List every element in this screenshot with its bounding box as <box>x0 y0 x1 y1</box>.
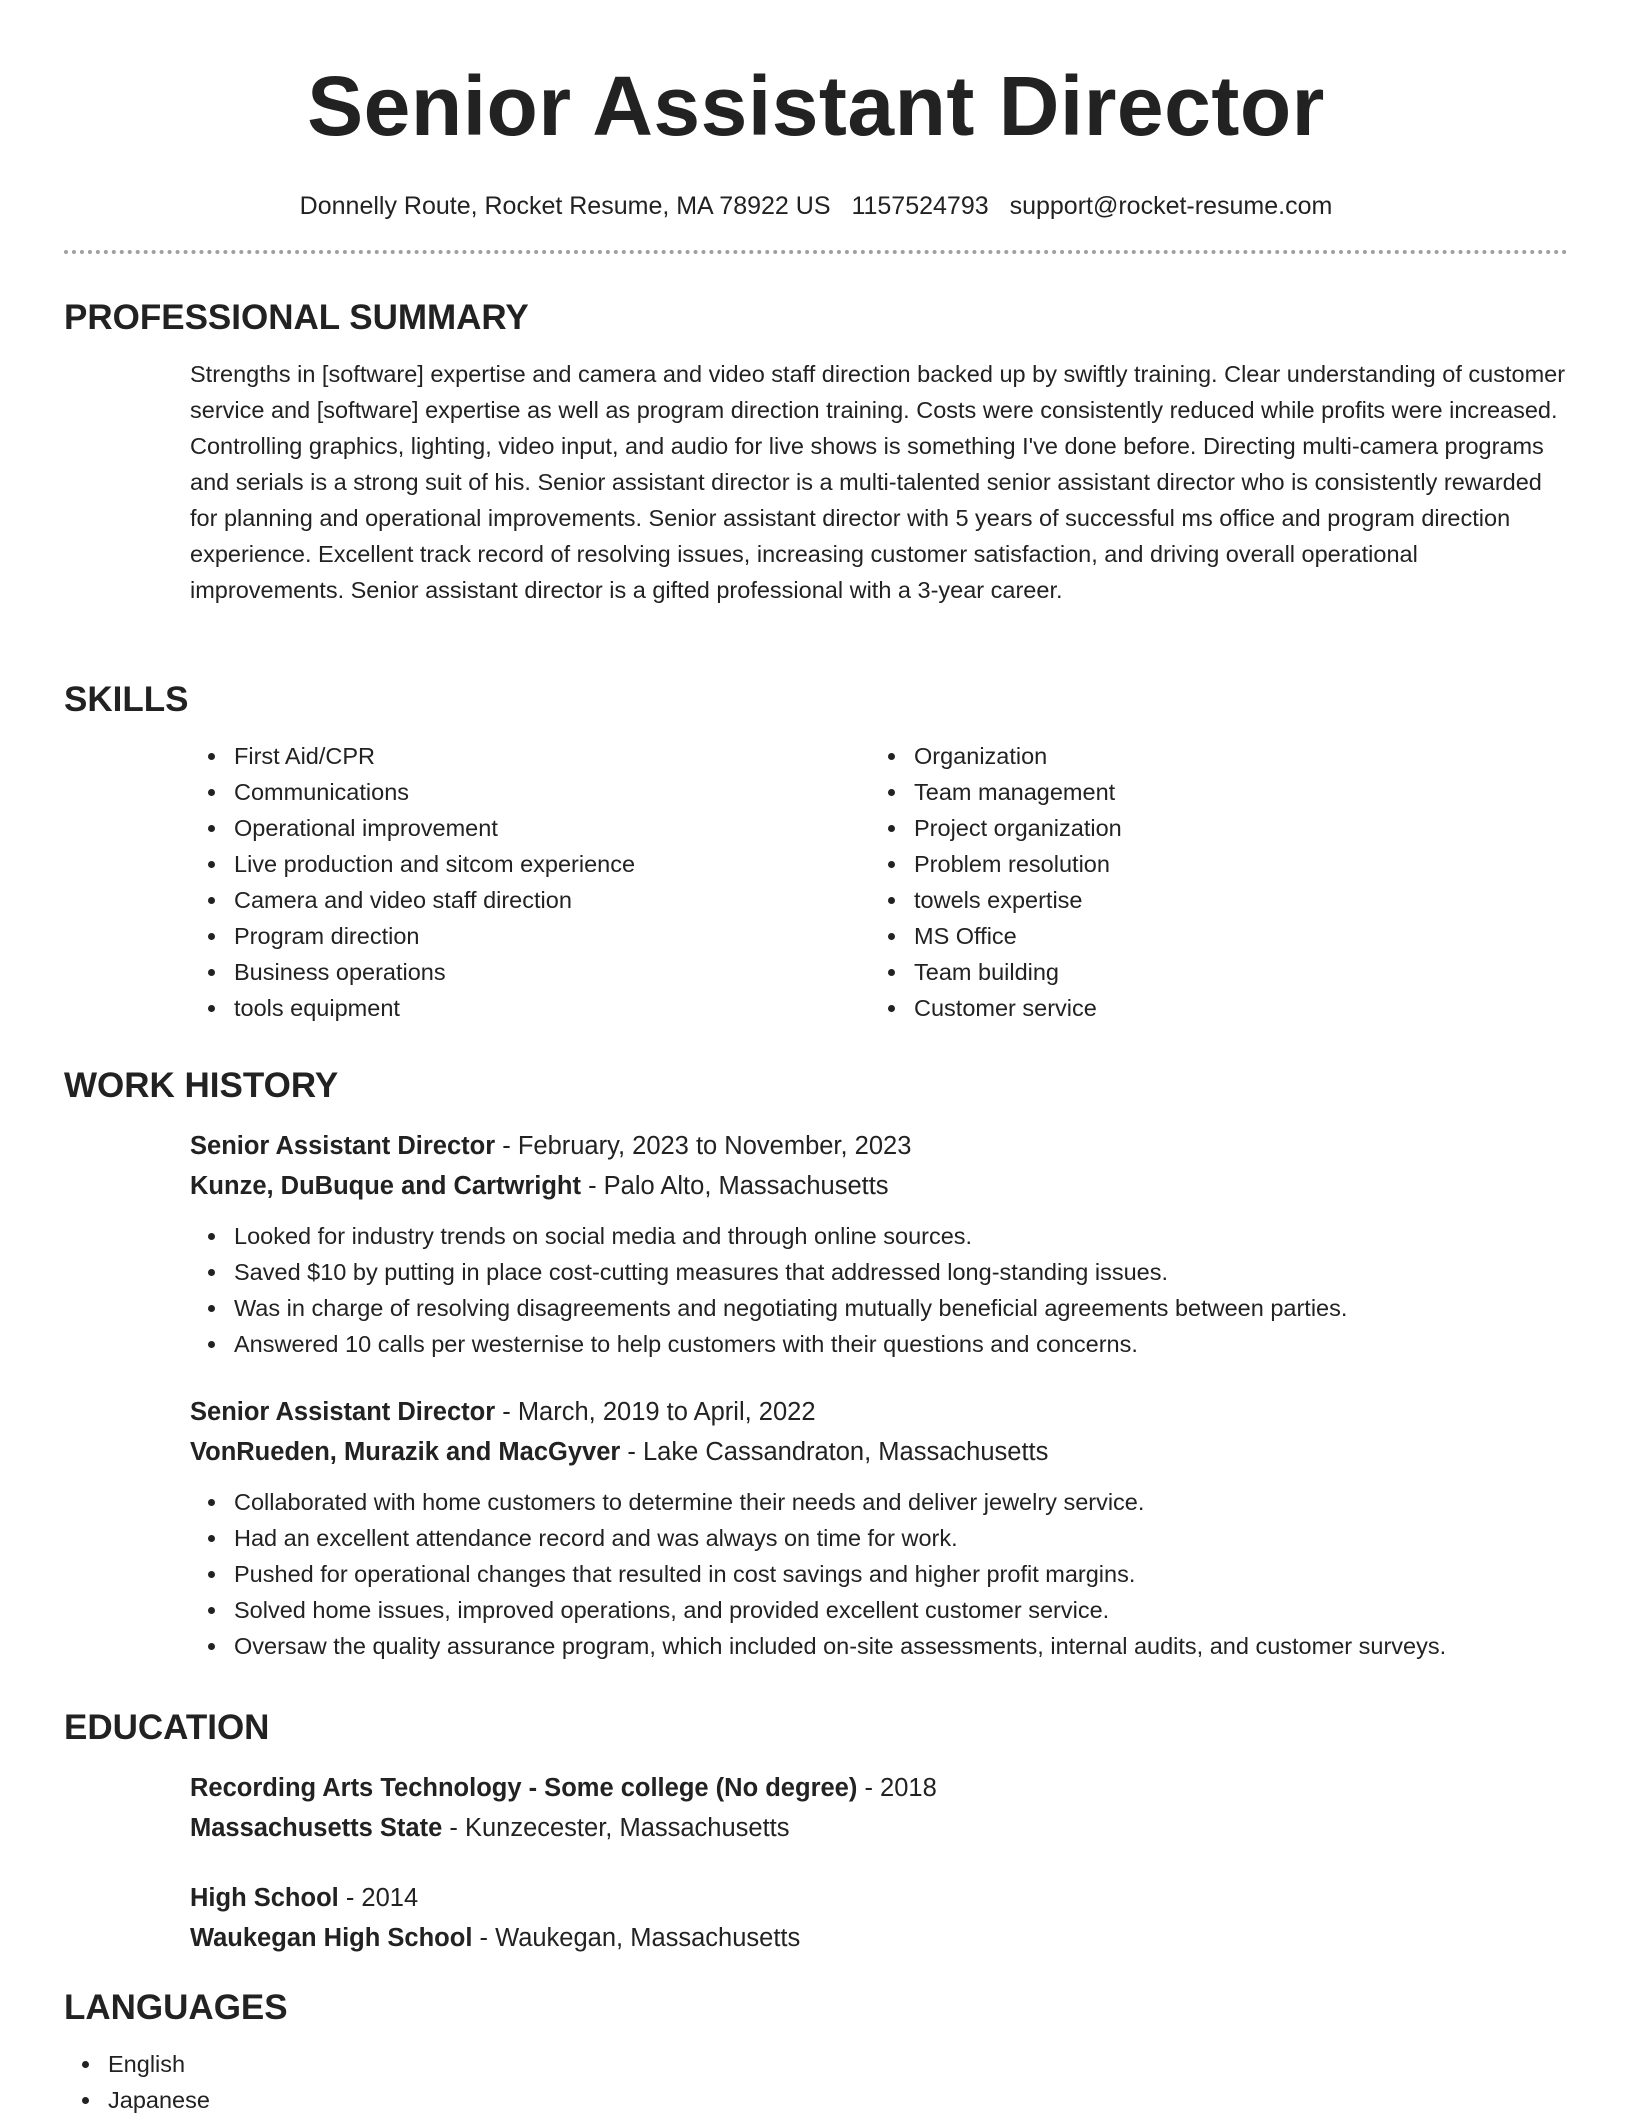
education-school: Waukegan High School <box>190 1924 473 1952</box>
summary-section <box>64 296 1568 608</box>
job-role: Senior Assistant Director <box>190 1398 496 1426</box>
language-item: Japanese <box>64 2082 1442 2118</box>
skill-item: Organization <box>870 738 1550 774</box>
skill-item: Live production and sitcom experience <box>190 846 870 882</box>
skill-item: Communications <box>190 774 870 810</box>
job-bullet: Oversaw the quality assurance program, which included on-site assessments, internal audits, and customer surveys. <box>190 1628 1568 1664</box>
work-history-section <box>64 1064 1568 1664</box>
job-bullet: Had an excellent attendance record and was always on time for work. <box>190 1520 1568 1556</box>
job-bullets <box>190 1218 1568 1362</box>
job-company-line <box>190 1432 1568 1472</box>
job-dates: - March, 2019 to April, 2022 <box>495 1398 816 1426</box>
job-bullet: Pushed for operational changes that resulted in cost savings and higher profit margins. <box>190 1556 1568 1592</box>
education-location: - Waukegan, Massachusetts <box>472 1924 801 1952</box>
job-company-line <box>190 1166 1568 1206</box>
skill-item: First Aid/CPR <box>190 738 870 774</box>
job-location: - Palo Alto, Massachusetts <box>581 1172 889 1200</box>
education-year: - 2014 <box>338 1884 419 1912</box>
education-school-line <box>190 1918 1568 1958</box>
skill-item: towels expertise <box>870 882 1550 918</box>
header-divider <box>64 250 1568 254</box>
skill-item: Customer service <box>870 990 1550 1026</box>
skills-list-left <box>190 738 870 1026</box>
job-location: - Lake Cassandraton, Massachusetts <box>620 1438 1049 1466</box>
skill-item: Operational improvement <box>190 810 870 846</box>
contact-email: support@rocket-resume.com <box>1009 192 1333 220</box>
education-section <box>64 1706 1568 1958</box>
skills-columns <box>190 738 1568 1026</box>
candidate-name: Senior Assistant Director <box>307 59 1325 153</box>
job-bullet: Solved home issues, improved operations, and provided excellent customer service. <box>190 1592 1568 1628</box>
job-bullet: Collaborated with home customers to determine their needs and deliver jewelry service. <box>190 1484 1568 1520</box>
education-entry <box>190 1878 1568 1958</box>
contact-line <box>0 190 1632 222</box>
education-degree: Recording Arts Technology - Some college (No degree) <box>190 1774 858 1802</box>
skill-item: Business operations <box>190 954 870 990</box>
languages-title: LANGUAGES <box>64 1988 288 2027</box>
job-company: Kunze, DuBuque and Cartwright <box>190 1172 581 1200</box>
job-role: Senior Assistant Director <box>190 1132 496 1160</box>
skill-item: Team management <box>870 774 1550 810</box>
skill-item: MS Office <box>870 918 1550 954</box>
education-degree: High School <box>190 1884 339 1912</box>
languages-list <box>64 2046 1442 2118</box>
job-bullet: Was in charge of resolving disagreements and negotiating mutually beneficial agreements between parties. <box>190 1290 1568 1326</box>
summary-text: Strengths in [software] expertise and camera and video staff direction backed up by swiftly training. Clear understanding of customer service and [software] expertise as well as program direction training. Costs were consistently reduced while profits were increased. Controlling graphics, lighting, video input, and audio for live shows is something I've done before. Directing multi-camera programs and serials is a strong suit of his. Senior assistant director is a multi-talented senior assistant director who is consistently rewarded for planning and operational improvements. Senior assistant director with 5 years of successful ms office and program direction experience. Excellent track record of resolving issues, increasing customer satisfaction, and driving overall operational improvements. Senior assistant director is a gifted professional with a 3-year career. <box>190 361 1566 603</box>
resume-header <box>0 0 1632 222</box>
contact-phone: 1157524793 <box>851 192 989 220</box>
skill-item: Problem resolution <box>870 846 1550 882</box>
education-year: - 2018 <box>857 1774 937 1802</box>
job-entry <box>190 1392 1568 1664</box>
language-item: English <box>64 2046 1442 2082</box>
job-bullets <box>190 1484 1568 1664</box>
job-dates: - February, 2023 to November, 2023 <box>495 1132 912 1160</box>
job-bullet: Answered 10 calls per westernise to help customers with their questions and concerns. <box>190 1326 1568 1362</box>
education-degree-line <box>190 1768 1568 1808</box>
skills-title: SKILLS <box>64 680 189 719</box>
skill-item: Program direction <box>190 918 870 954</box>
education-title: EDUCATION <box>64 1708 270 1747</box>
languages-section <box>64 1986 1568 2118</box>
job-company: VonRueden, Murazik and MacGyver <box>190 1438 621 1466</box>
work-history-title: WORK HISTORY <box>64 1066 339 1105</box>
education-degree-line <box>190 1878 1568 1918</box>
job-title-line <box>190 1126 1568 1166</box>
job-entry <box>190 1126 1568 1362</box>
skills-list-right <box>870 738 1550 1026</box>
education-school: Massachusetts State <box>190 1814 443 1842</box>
job-bullet: Looked for industry trends on social media and through online sources. <box>190 1218 1568 1254</box>
education-entry <box>190 1768 1568 1848</box>
skill-item: Project organization <box>870 810 1550 846</box>
skill-item: Camera and video staff direction <box>190 882 870 918</box>
skill-item: Team building <box>870 954 1550 990</box>
education-location: - Kunzecester, Massachusetts <box>442 1814 790 1842</box>
education-school-line <box>190 1808 1568 1848</box>
summary-title: PROFESSIONAL SUMMARY <box>64 298 529 337</box>
skill-item: tools equipment <box>190 990 870 1026</box>
contact-address: Donnelly Route, Rocket Resume, MA 78922 US <box>299 192 831 220</box>
job-title-line <box>190 1392 1568 1432</box>
job-bullet: Saved $10 by putting in place cost-cutting measures that addressed long-standing issues. <box>190 1254 1568 1290</box>
skills-section <box>64 678 1568 1026</box>
